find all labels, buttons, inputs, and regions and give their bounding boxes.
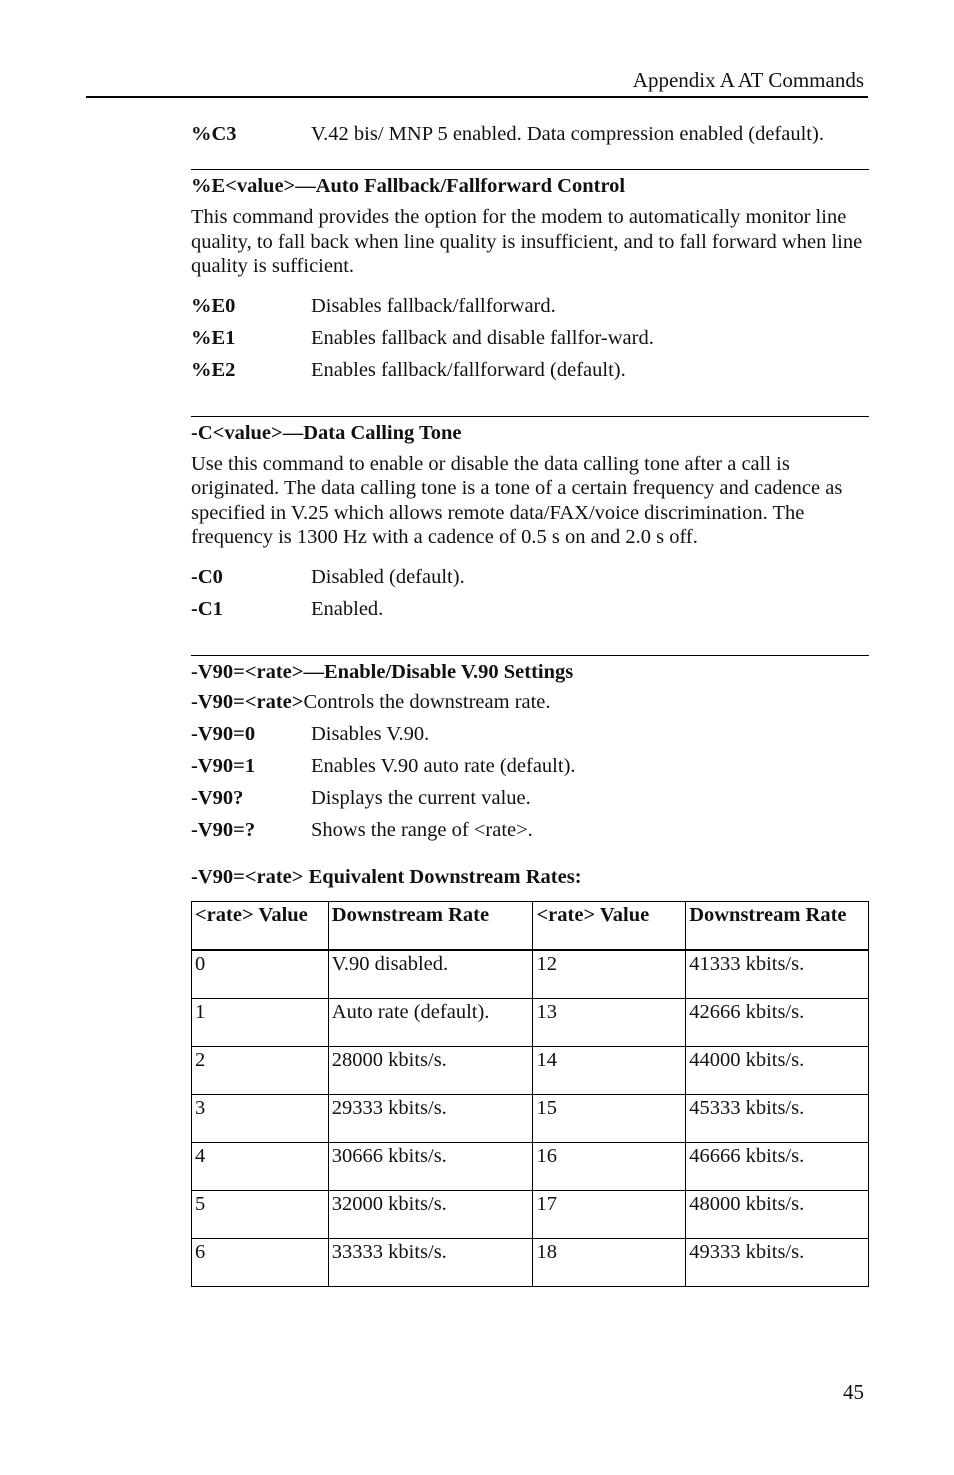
command-key: -V90=1 — [191, 754, 256, 777]
downstream-rates-table — [191, 901, 869, 1287]
command-key: -V90=<rate> — [191, 690, 304, 713]
table-row — [192, 1142, 869, 1190]
table-cell: 12 — [533, 950, 686, 999]
header-title: Appendix A AT Commands — [632, 68, 864, 92]
command-row — [191, 593, 869, 625]
command-key: %E1 — [191, 326, 236, 349]
table-cell: 6 — [192, 1238, 329, 1286]
command-key: -C0 — [191, 565, 223, 588]
command-key: -V90=? — [191, 818, 256, 841]
command-row — [191, 782, 869, 814]
command-desc: V.42 bis/ MNP 5 enabled. Data compression enabled (default). — [311, 123, 824, 145]
section-title: %E<value>—Auto Fallback/Fallforward Control — [191, 175, 626, 197]
page-content — [191, 118, 869, 1287]
command-desc: Enables fallback/fallforward (default). — [311, 358, 626, 381]
table-cell: 45333 kbits/s. — [686, 1094, 869, 1142]
table-row — [192, 950, 869, 999]
command-list — [191, 561, 869, 625]
table-row — [192, 998, 869, 1046]
command-key: %C3 — [191, 123, 237, 145]
command-desc: Enabled. — [311, 597, 384, 620]
column-header: <rate> Value — [192, 901, 329, 950]
c3-row — [191, 118, 869, 150]
command-desc: Enables fallback and disable fallfor-ward. — [311, 326, 654, 349]
table-row — [192, 1094, 869, 1142]
table-cell: 18 — [533, 1238, 686, 1286]
table-cell: 30666 kbits/s. — [328, 1142, 533, 1190]
command-key: -V90? — [191, 786, 244, 809]
table-cell: V.90 disabled. — [328, 950, 533, 999]
table-cell: 32000 kbits/s. — [328, 1190, 533, 1238]
command-desc: Disables fallback/fallforward. — [311, 294, 556, 317]
command-key: %E0 — [191, 294, 236, 317]
table-cell: 29333 kbits/s. — [328, 1094, 533, 1142]
command-desc: Enables V.90 auto rate (default). — [311, 754, 576, 777]
table-cell: 14 — [533, 1046, 686, 1094]
table-cell: 4 — [192, 1142, 329, 1190]
command-row — [191, 354, 869, 386]
section-title: -V90=<rate>—Enable/Disable V.90 Settings — [191, 660, 574, 683]
calling-tone-section — [191, 416, 869, 625]
table-body — [192, 950, 869, 1287]
command-row — [191, 750, 869, 782]
table-cell: 49333 kbits/s. — [686, 1238, 869, 1286]
table-cell: 48000 kbits/s. — [686, 1190, 869, 1238]
command-key: %E2 — [191, 358, 236, 381]
table-cell: 0 — [192, 950, 329, 999]
table-cell: Auto rate (default). — [328, 998, 533, 1046]
page-number: 45 — [843, 1380, 864, 1404]
table-cell: 42666 kbits/s. — [686, 998, 869, 1046]
table-row — [192, 1238, 869, 1286]
table-cell: 41333 kbits/s. — [686, 950, 869, 999]
command-row — [191, 561, 869, 593]
table-cell: 44000 kbits/s. — [686, 1046, 869, 1094]
v90-section — [191, 655, 869, 1287]
command-row — [191, 718, 869, 750]
column-header: Downstream Rate — [328, 901, 533, 950]
table-cell: 5 — [192, 1190, 329, 1238]
command-row — [191, 814, 869, 846]
table-row — [192, 1190, 869, 1238]
table-cell: 1 — [192, 998, 329, 1046]
command-key: -V90=0 — [191, 722, 256, 745]
table-cell: 16 — [533, 1142, 686, 1190]
fallback-section — [191, 169, 869, 386]
table-cell: 46666 kbits/s. — [686, 1142, 869, 1190]
table-cell: 15 — [533, 1094, 686, 1142]
command-list — [191, 686, 869, 846]
command-desc: Shows the range of <rate>. — [311, 818, 533, 841]
command-row — [191, 686, 869, 718]
table-title: -V90=<rate> Equivalent Downstream Rates: — [191, 865, 582, 888]
table-cell: 3 — [192, 1094, 329, 1142]
table-cell: 28000 kbits/s. — [328, 1046, 533, 1094]
command-row — [191, 290, 869, 322]
column-header: <rate> Value — [533, 901, 686, 950]
table-cell: 2 — [192, 1046, 329, 1094]
section-body: This command provides the option for the modem to automatically monitor line quality, to fall back when line quality is insufficient, and to fall forward when line quality is sufficient. — [191, 206, 863, 277]
command-desc: Displays the current value. — [311, 786, 531, 809]
command-desc: Disabled (default). — [311, 565, 465, 588]
table-cell: 17 — [533, 1190, 686, 1238]
command-desc: Disables V.90. — [311, 722, 430, 745]
table-header-row — [192, 901, 869, 950]
command-list — [191, 290, 869, 386]
section-title: -C<value>—Data Calling Tone — [191, 421, 462, 444]
section-body: Use this command to enable or disable the data calling tone after a call is originated. The data calling tone is a tone of a certain frequency and cadence as specified in V.25 which allows remote data/FAX/voice discrimination. The frequency is 1300 Hz with a cadence of 0.5 s on and 2.0 s off. — [191, 452, 843, 548]
table-row — [192, 1046, 869, 1094]
column-header: Downstream Rate — [686, 901, 869, 950]
command-desc: Controls the downstream rate. — [303, 690, 551, 713]
command-row — [191, 322, 869, 354]
table-cell: 13 — [533, 998, 686, 1046]
table-cell: 33333 kbits/s. — [328, 1238, 533, 1286]
command-key: -C1 — [191, 597, 223, 620]
page-header — [86, 66, 868, 98]
